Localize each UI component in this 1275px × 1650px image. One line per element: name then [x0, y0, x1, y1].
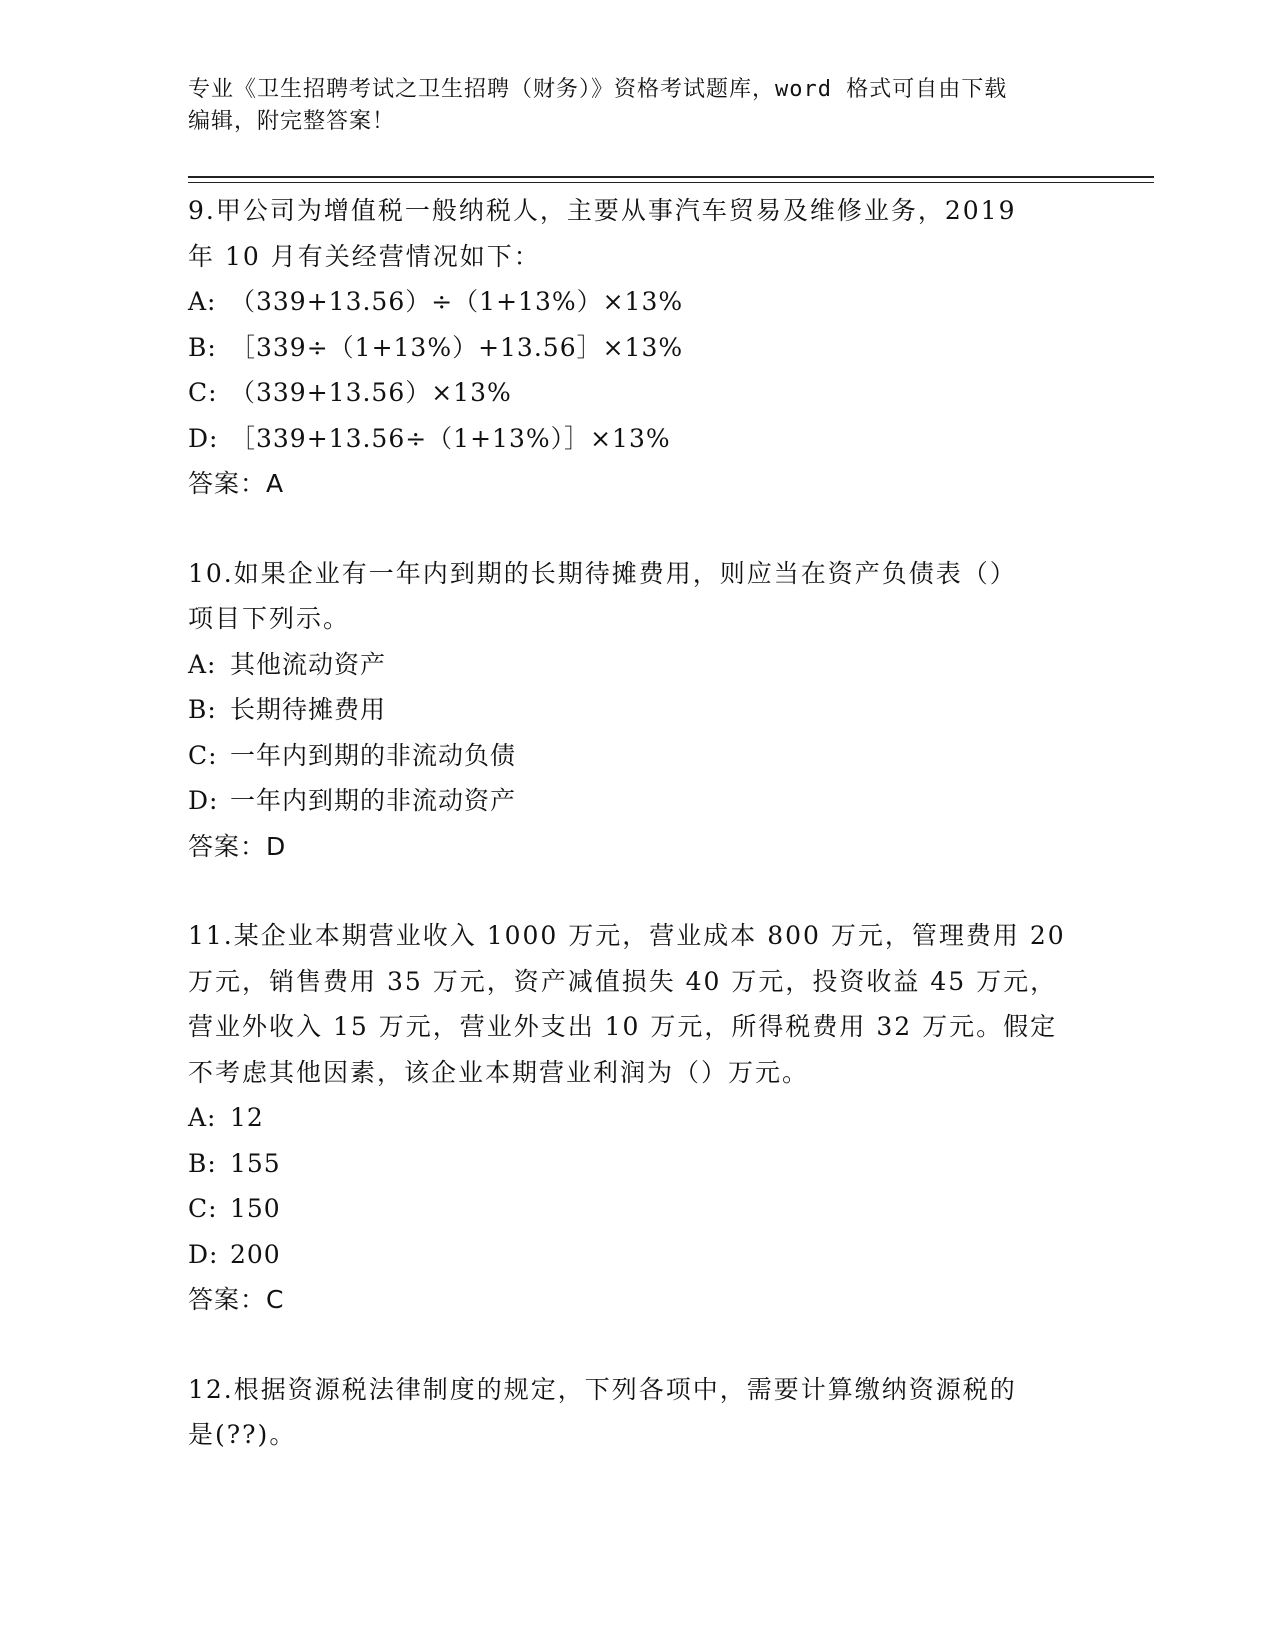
- answer-option: [188, 370, 1088, 416]
- option-text: 长期待摊费用: [230, 695, 387, 724]
- option-text: 200: [230, 1239, 281, 1269]
- question-stem-line: 12.根据资源税法律制度的规定，下列各项中，需要计算缴纳资源税的: [188, 1374, 1017, 1404]
- question-block: [188, 551, 1088, 870]
- answer-option: [188, 1095, 1088, 1141]
- answer-option: [188, 416, 1088, 462]
- option-text: 其他流动资产: [230, 649, 387, 679]
- option-letter: B:: [188, 1148, 217, 1178]
- question-list: [188, 188, 1088, 1502]
- option-letter: A:: [188, 287, 217, 316]
- answer-key: 答案：A: [188, 469, 285, 498]
- option-text: ［339÷（1+13%）+13.56］×13%: [230, 332, 684, 362]
- answer-option: [188, 733, 1088, 779]
- header-divider-thick: [188, 176, 1154, 178]
- option-text: 12: [230, 1103, 264, 1132]
- answer-option: [188, 325, 1088, 371]
- option-letter: C:: [188, 1194, 218, 1223]
- answer-key: 答案：D: [188, 831, 287, 861]
- option-letter: A:: [188, 649, 217, 679]
- question-block: [188, 1367, 1088, 1458]
- header-line-2: 编辑，附完整答案！: [188, 109, 396, 134]
- question-block: [188, 188, 1088, 507]
- option-letter: B:: [188, 695, 217, 724]
- answer-option: [188, 1141, 1088, 1187]
- option-text: 150: [230, 1194, 281, 1223]
- question-stem-line: 不考虑其他因素，该企业本期营业利润为（）万元。: [188, 1057, 810, 1087]
- option-letter: D:: [188, 1239, 219, 1269]
- document-header: [188, 74, 1068, 138]
- question-stem-line: 10.如果企业有一年内到期的长期待摊费用，则应当在资产负债表（）: [188, 558, 1017, 588]
- question-stem-line: 年 10 月有关经营情况如下：: [188, 241, 541, 271]
- option-text: （339+13.56）×13%: [230, 378, 512, 407]
- header-line-1: 专业《卫生招聘考试之卫生招聘（财务）》资格考试题库，word 格式可自由下载: [188, 77, 1008, 102]
- option-letter: D:: [188, 423, 219, 453]
- question-stem-line: 项目下列示。: [188, 604, 351, 633]
- question-stem-line: 万元，销售费用 35 万元，资产减值损失 40 万元，投资收益 45 万元，: [188, 966, 1058, 996]
- answer-option: [188, 279, 1088, 325]
- option-letter: C:: [188, 740, 218, 770]
- option-text: 一年内到期的非流动资产: [230, 786, 517, 815]
- question-stem-line: 11.某企业本期营业收入 1000 万元，营业成本 800 万元，管理费用 20: [188, 921, 1066, 950]
- answer-option: [188, 687, 1088, 733]
- option-letter: B:: [188, 332, 217, 362]
- answer-option: [188, 1232, 1088, 1278]
- option-letter: A:: [188, 1103, 217, 1132]
- option-text: 一年内到期的非流动负债: [230, 740, 517, 770]
- question-stem-line: 营业外收入 15 万元，营业外支出 10 万元，所得税费用 32 万元。假定: [188, 1012, 1058, 1041]
- option-letter: D:: [188, 786, 219, 815]
- option-text: 155: [230, 1148, 281, 1178]
- answer-option: [188, 1186, 1088, 1232]
- option-text: ［339+13.56÷（1+13%）］×13%: [230, 423, 671, 453]
- answer-key: 答案：C: [188, 1285, 285, 1314]
- option-text: （339+13.56）÷（1+13%）×13%: [230, 287, 684, 316]
- answer-option: [188, 642, 1088, 688]
- question-block: [188, 913, 1088, 1323]
- answer-option: [188, 778, 1088, 824]
- question-stem-line: 是(??)。: [188, 1420, 297, 1449]
- header-divider-thin: [188, 182, 1154, 183]
- question-stem-line: 9.甲公司为增值税一般纳税人，主要从事汽车贸易及维修业务，2019: [188, 196, 1017, 225]
- option-letter: C:: [188, 378, 218, 407]
